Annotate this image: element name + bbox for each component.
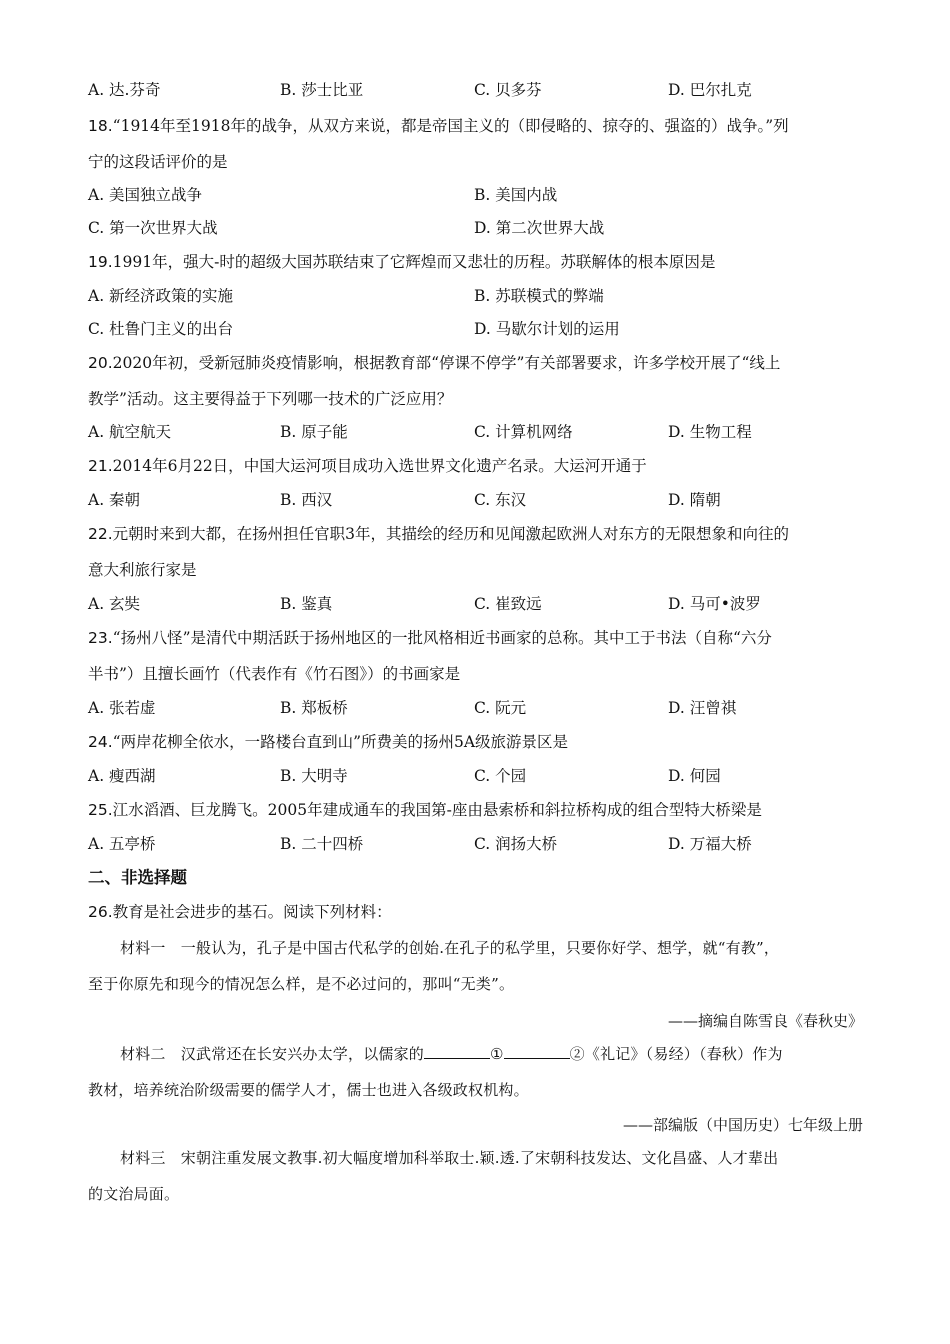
material-2-line1 bbox=[120, 1044, 783, 1064]
q19-number: 19. bbox=[88, 253, 113, 271]
q23-option-d: D. 汪曾祺 bbox=[668, 699, 737, 717]
q21-stem-text1: 2014年6月22日，中国大运河项目成功入选世界文化遗产名录。大运河开通于 bbox=[112, 457, 647, 475]
q21-stem-line1 bbox=[88, 456, 647, 476]
q22-option-d: D. 马可•波罗 bbox=[668, 595, 761, 613]
blank-2[interactable] bbox=[504, 1044, 570, 1059]
q20-option-b: B. 原子能 bbox=[280, 423, 348, 441]
q20-option-a: A. 航空航天 bbox=[88, 423, 172, 441]
q17-option-a: A. 达.芬奇 bbox=[88, 81, 161, 99]
q20-option-c: C. 计算机网络 bbox=[474, 423, 573, 441]
q18-stem-text1: “1914年至1918年的战争，从双方来说，都是帝国主义的（即侵略的、掠夺的、强盗的）战争。”列 bbox=[112, 117, 789, 135]
material-3-line2: 的文治局面。 bbox=[88, 1185, 180, 1203]
q23-stem-text1: “扬州八怪”是清代中期活跃于扬州地区的一批风格相近书画家的总称。其中工于书法（自称“六分 bbox=[112, 629, 772, 647]
q17-option-d: D. 巴尔扎克 bbox=[668, 81, 752, 99]
q19-option-a: A. 新经济政策的实施 bbox=[88, 287, 234, 305]
q20-stem-line1 bbox=[88, 353, 780, 373]
q18-option-d: D. 第二次世界大战 bbox=[474, 219, 605, 237]
q23-option-a: A. 张若虚 bbox=[88, 699, 156, 717]
q26-stem-text1: 教育是社会进步的基石。阅读下列材料： bbox=[112, 903, 392, 921]
q24-option-b: B. 大明寺 bbox=[280, 767, 348, 785]
q17-option-c: C. 贝多芬 bbox=[474, 81, 542, 99]
q21-option-c: C. 东汉 bbox=[474, 491, 527, 509]
q22-stem-text1: 元朝时来到大都，在扬州担任官职3年，其描绘的经历和见闻激起欧洲人对东方的无限想象和向往的 bbox=[112, 525, 790, 543]
q24-option-a: A. 瘦西湖 bbox=[88, 767, 156, 785]
material-1-source: ——摘编自陈雪良《春秋史》 bbox=[667, 1012, 863, 1030]
q21-option-a: A. 秦朝 bbox=[88, 491, 141, 509]
q17-option-b: B. 莎士比亚 bbox=[280, 81, 364, 99]
q22-number: 22. bbox=[88, 525, 113, 543]
blank-1-marker: ① bbox=[490, 1045, 504, 1063]
q25-stem-text1: 江水滔酒、巨龙腾飞。2005年建成通车的我国第-座由悬索桥和斜拉桥构成的组合型特大桥梁是 bbox=[112, 801, 762, 819]
q25-option-c: C. 润扬大桥 bbox=[474, 835, 558, 853]
q26-stem-line1 bbox=[88, 902, 392, 922]
q20-number: 20. bbox=[88, 354, 113, 372]
q25-stem-line1 bbox=[88, 800, 762, 820]
q23-option-b: B. 郑板桥 bbox=[280, 699, 348, 717]
q24-number: 24. bbox=[88, 733, 113, 751]
q22-option-a: A. 玄奘 bbox=[88, 595, 141, 613]
q23-option-c: C. 阮元 bbox=[474, 699, 527, 717]
q20-option-d: D. 生物工程 bbox=[668, 423, 752, 441]
q19-option-c: C. 杜鲁门主义的出台 bbox=[88, 320, 234, 338]
material-2-source: ——部编版（中国历史）七年级上册 bbox=[622, 1116, 863, 1134]
q22-stem-line2: 意大利旅行家是 bbox=[88, 561, 197, 579]
q25-option-a: A. 五亭桥 bbox=[88, 835, 156, 853]
blank-2-marker: ② bbox=[569, 1045, 585, 1063]
q26-number: 26. bbox=[88, 903, 113, 921]
q18-stem-line2: 宁的这段话评价的是 bbox=[88, 153, 228, 171]
q18-number: 18. bbox=[88, 117, 113, 135]
q19-stem-text1: 1991年，强大-时的超级大国苏联结束了它辉煌而又悲壮的历程。苏联解体的根本原因是 bbox=[112, 253, 716, 271]
q24-stem-line1 bbox=[88, 732, 568, 752]
q21-option-d: D. 隋朝 bbox=[668, 491, 721, 509]
q19-stem-line1 bbox=[88, 252, 715, 272]
q22-option-c: C. 崔致远 bbox=[474, 595, 542, 613]
q24-stem-text1: “两岸花柳全依水，一路楼台直到山”所费美的扬州5A级旅游景区是 bbox=[112, 733, 569, 751]
material-2-line2: 教材，培养统治阶级需要的儒学人才，儒士也进入各级政权机构。 bbox=[88, 1081, 529, 1099]
q25-option-d: D. 万福大桥 bbox=[668, 835, 752, 853]
q21-number: 21. bbox=[88, 457, 113, 475]
q20-stem-line2: 教学”活动。这主要得益于下列哪一技术的广泛应用？ bbox=[88, 390, 453, 408]
q25-number: 25. bbox=[88, 801, 113, 819]
material-2-text-b: 《礼记》（易经）（春秋）作为 bbox=[584, 1045, 783, 1063]
q21-option-b: B. 西汉 bbox=[280, 491, 333, 509]
q19-option-b: B. 苏联模式的弊端 bbox=[474, 287, 604, 305]
q18-option-c: C. 第一次世界大战 bbox=[88, 219, 218, 237]
q22-option-b: B. 鉴真 bbox=[280, 595, 333, 613]
q23-stem-line2: 半书”）且擅长画竹（代表作有《竹石图》）的书画家是 bbox=[88, 665, 461, 683]
q24-option-d: D. 何园 bbox=[668, 767, 721, 785]
q19-option-d: D. 马歇尔计划的运用 bbox=[474, 320, 620, 338]
material-1-line1: 材料一 一般认为，孔子是中国古代私学的创始.在孔子的私学里，只要你好学、想学，就“有教”， bbox=[120, 939, 780, 957]
q23-stem-line1 bbox=[88, 628, 772, 648]
q23-number: 23. bbox=[88, 629, 113, 647]
q18-stem-line1 bbox=[88, 116, 789, 136]
q18-option-a: A. 美国独立战争 bbox=[88, 186, 203, 204]
section-heading: 二、非选择题 bbox=[88, 868, 187, 887]
material-1-line2: 至于你原先和现今的情况怎么样，是不必过问的，那叫“无类”。 bbox=[88, 975, 515, 993]
blank-1[interactable] bbox=[424, 1044, 490, 1059]
q22-stem-line1 bbox=[88, 524, 789, 544]
material-2-text-a: 材料二 汉武常还在长安兴办太学，以儒家的 bbox=[120, 1045, 425, 1063]
q24-option-c: C. 个园 bbox=[474, 767, 527, 785]
q18-option-b: B. 美国内战 bbox=[474, 186, 558, 204]
material-3-line1: 材料三 宋朝注重发展文教事.初大幅度增加科举取士.颖.透.了宋朝科技发达、文化昌盛、人才辈出 bbox=[120, 1149, 779, 1167]
q20-stem-text1: 2020年初，受新冠肺炎疫情影响，根据教育部“停课不停学”有关部署要求，许多学校开展了“线上 bbox=[112, 354, 781, 372]
q25-option-b: B. 二十四桥 bbox=[280, 835, 364, 853]
